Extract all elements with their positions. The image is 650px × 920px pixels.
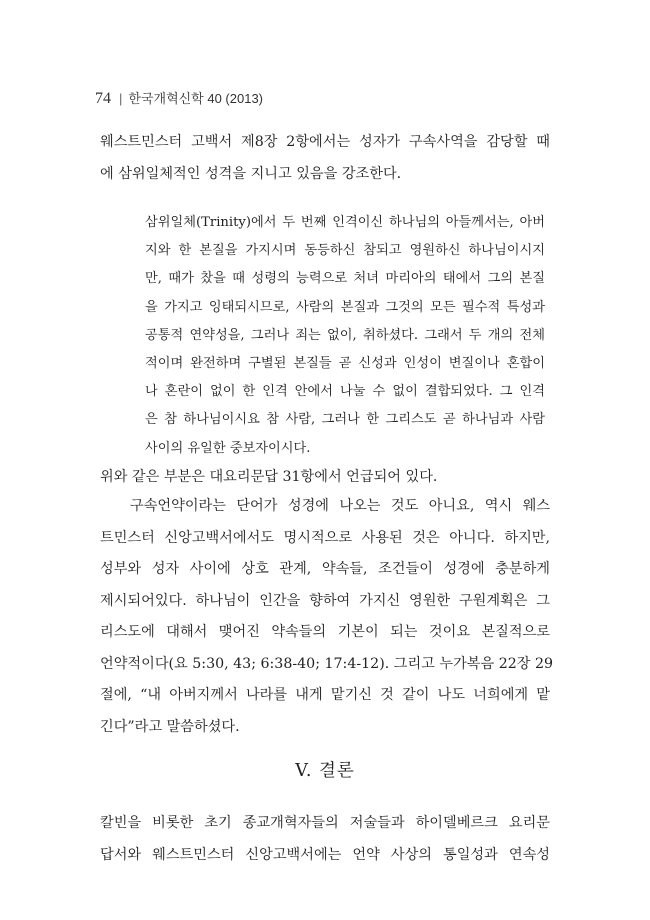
- text-line: 칼빈을 비롯한 초기 종교개혁자들의 저술들과 하이델베르크 요리문: [100, 815, 550, 831]
- text-line: 리스도에 대해서 맺어진 약속들의 기본이 되는 것이요 본질적으로: [100, 624, 550, 640]
- text-line: 언약적이다(요 5:30, 43; 6:38-40; 17:4-12). 그리고 누가복음 22장 29: [100, 655, 554, 672]
- text-line: 절에, “내 아버지께서 나라를 내게 맡기신 것 같이 나도 너희에게 맡: [100, 687, 550, 703]
- quote-line: 은 참 하나님이시요 참 사람, 그러나 한 그리스도 곧 하나님과 사람: [145, 412, 545, 428]
- text-line: 구속언약이라는 단어가 성경에 나오는 것도 아니요, 역시 웨스: [130, 498, 550, 514]
- paragraph-4: [100, 808, 550, 871]
- text-line: 에 삼위일체적인 성격을 지니고 있음을 강조한다.: [100, 165, 402, 182]
- quote-line: 지와 한 본질을 가지시며 동등하신 참되고 영원하신 하나님이시지: [145, 243, 545, 259]
- running-header: [95, 88, 263, 108]
- text-line: 웨스트민스터 고백서 제8장 2항에서는 성자가 구속사역을 감당할 때: [100, 134, 550, 150]
- quote-line: 만, 때가 찼을 때 성령의 능력으로 처녀 마리아의 태에서 그의 본질: [145, 271, 545, 287]
- quote-line: 사이의 유일한 중보자이시다.: [145, 440, 311, 456]
- quote-line: 공통적 연약성을, 그러나 죄는 없이, 취하셨다. 그래서 두 개의 전체: [145, 327, 545, 343]
- text-line: 위와 같은 부분은 대요리문답 31항에서 언급되어 있다.: [100, 469, 438, 485]
- section-heading: V. 결론: [295, 761, 355, 781]
- quote-line: 적이며 완전하며 구별된 본질들 곧 신성과 인성이 변질이나 혼합이: [145, 356, 545, 372]
- paragraph-3: [100, 491, 554, 743]
- text-line: 답서와 웨스트민스터 신앙고백서에는 언약 사상의 통일성과 연속성: [100, 846, 550, 863]
- quote-line: 나 혼란이 없이 한 인격 안에서 나눌 수 없이 결합되었다. 그 인격: [145, 384, 545, 400]
- text-line: 성부와 성자 사이에 상호 관계, 약속들, 조건들이 성경에 충분하게: [100, 561, 550, 577]
- journal-title: 한국개혁신학 40 (2013): [128, 91, 264, 106]
- header-separator: |: [119, 91, 123, 106]
- text-line: 제시되어있다. 하나님이 인간을 향하여 가지신 영원한 구원계획은 그: [100, 592, 550, 609]
- text-line: 긴다”라고 말씀하셨다.: [100, 718, 240, 735]
- quote-line: 을 가지고 잉태되시므로, 사람의 본질과 그것의 모든 필수적 특성과: [145, 299, 545, 315]
- quote-line: 삼위일체(Trinity)에서 두 번째 인격이신 하나님의 아들께서는, 아버: [145, 215, 545, 230]
- block-quote: [145, 209, 545, 463]
- page-number: 74: [95, 90, 111, 107]
- text-line: 트민스터 신앙고백서에서도 명시적으로 사용된 것은 아니다. 하지만,: [100, 529, 550, 546]
- paragraph-1: [100, 127, 550, 190]
- paragraph-2: [100, 462, 550, 494]
